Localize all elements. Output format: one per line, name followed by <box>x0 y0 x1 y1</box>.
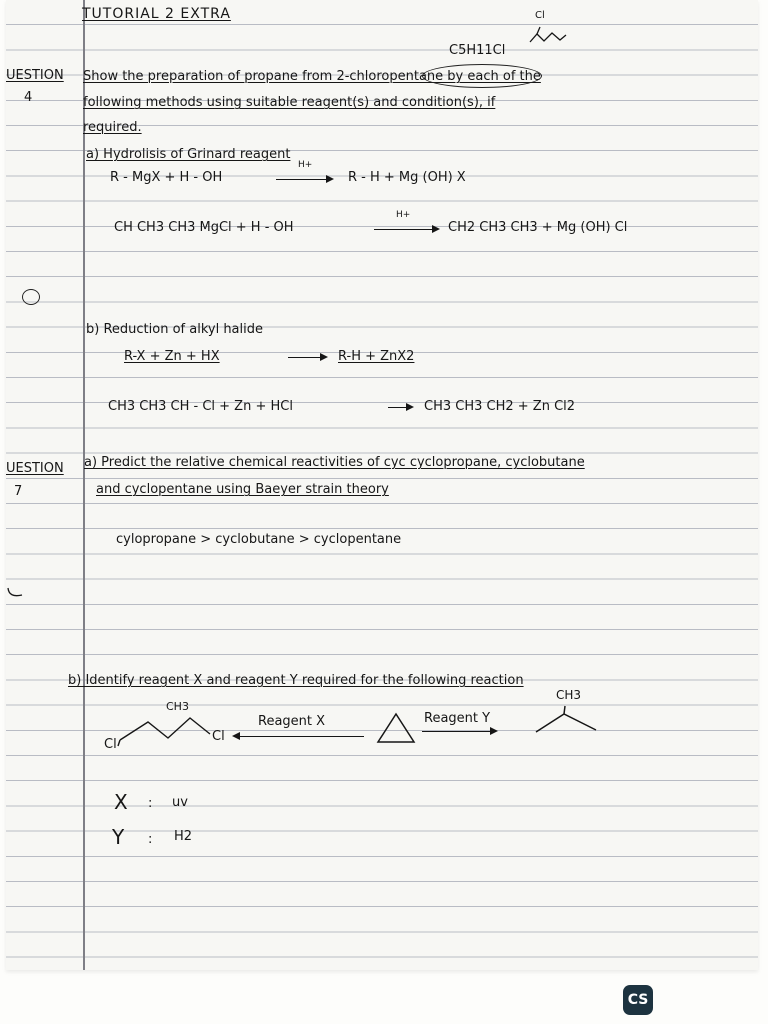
reagent-y-arrow <box>422 731 492 732</box>
q4-a-eq2-right: CH2 CH3 CH3 + Mg (OH) Cl <box>448 220 628 235</box>
q4-b-eq2-right: CH3 CH3 CH2 + Zn Cl2 <box>424 399 576 414</box>
answer-y-label: Y <box>112 825 125 849</box>
camscanner-logo: CS <box>623 985 653 1015</box>
q7-label: UESTION <box>6 461 64 476</box>
cyclopropane-structure <box>376 712 416 744</box>
q4-a-eq2-arrow <box>374 229 434 230</box>
header-formula: C5H11Cl <box>449 43 506 58</box>
q4-line3: required. <box>83 120 142 135</box>
reagent-x-arrow <box>240 736 364 737</box>
answer-x-value: uv <box>172 795 188 810</box>
q4-a-eq1-left: R - MgX + H - OH <box>110 170 223 185</box>
q4-a-heading: a) Hydrolisis of Grinard reagent <box>86 147 291 162</box>
dichloro-skeletal-structure <box>118 710 214 746</box>
q4-line1: Show the preparation of propane from 2-chloropentane by each of the <box>83 69 541 84</box>
reagent-y-label: Reagent Y <box>424 711 491 726</box>
q4-a-eq2-arrow-head <box>432 225 440 233</box>
margin-check-mark <box>6 586 26 600</box>
reagent-x-label: Reagent X <box>258 714 326 729</box>
ch3-right-label: CH3 <box>556 688 582 702</box>
q4-a-eq1-arrow-head <box>326 175 334 183</box>
answer-y-colon: : <box>148 832 153 847</box>
q4-b-heading: b) Reduction of alkyl halide <box>86 322 263 337</box>
ch3-left-label: CH3 <box>166 700 189 713</box>
margin-line <box>83 0 85 970</box>
answer-y-value: H2 <box>174 829 193 844</box>
q4-b-eq2-arrow <box>388 407 408 408</box>
q7-number: 7 <box>14 484 23 499</box>
q4-b-eq1-arrow <box>288 357 322 358</box>
q4-b-eq1-left: R-X + Zn + HX <box>124 349 220 364</box>
q7-a-line1: a) Predict the relative chemical reactivities of cyc cyclopropane, cyclobutane <box>84 455 585 470</box>
q4-line2: following methods using suitable reagent(s) and condition(s), if <box>83 95 496 110</box>
q7-a-answer: cylopropane > cyclobutane > cyclopentane <box>116 532 402 547</box>
answer-x-label: X <box>114 790 128 814</box>
reagent-x-arrow-head <box>232 732 240 740</box>
q4-a-eq1-arrow <box>276 179 328 180</box>
header-skeletal-structure <box>528 26 568 46</box>
q4-a-eq1-condition: H+ <box>298 160 313 170</box>
cl-right-label: Cl <box>212 729 225 744</box>
q4-b-eq2-left: CH3 CH3 CH - Cl + Zn + HCl <box>108 399 293 414</box>
q4-number: 4 <box>24 90 33 105</box>
q7-b-line: b) Identify reagent X and reagent Y required for the following reaction <box>68 673 524 688</box>
q4-b-eq1-right: R-H + ZnX2 <box>338 349 415 364</box>
q4-b-eq1-arrow-head <box>320 353 328 361</box>
q4-a-eq2-left: CH CH3 CH3 MgCl + H - OH <box>114 220 294 235</box>
q4-a-eq1-right: R - H + Mg (OH) X <box>348 170 466 185</box>
header-cl-label: Cl <box>535 10 545 21</box>
answer-x-colon: : <box>148 796 153 811</box>
reagent-y-arrow-head <box>490 727 498 735</box>
chloropentane-circle <box>422 64 542 88</box>
q4-a-eq2-condition: H+ <box>396 210 411 220</box>
page-title: TUTORIAL 2 EXTRA <box>82 6 231 22</box>
q4-b-eq2-arrow-head <box>406 403 414 411</box>
margin-scribble <box>22 289 40 305</box>
cl-left-label: Cl <box>104 737 117 752</box>
q7-a-line2: and cyclopentane using Baeyer strain theory <box>96 482 389 497</box>
isobutane-skeletal-structure <box>534 706 598 734</box>
q4-label: UESTION <box>6 68 64 83</box>
